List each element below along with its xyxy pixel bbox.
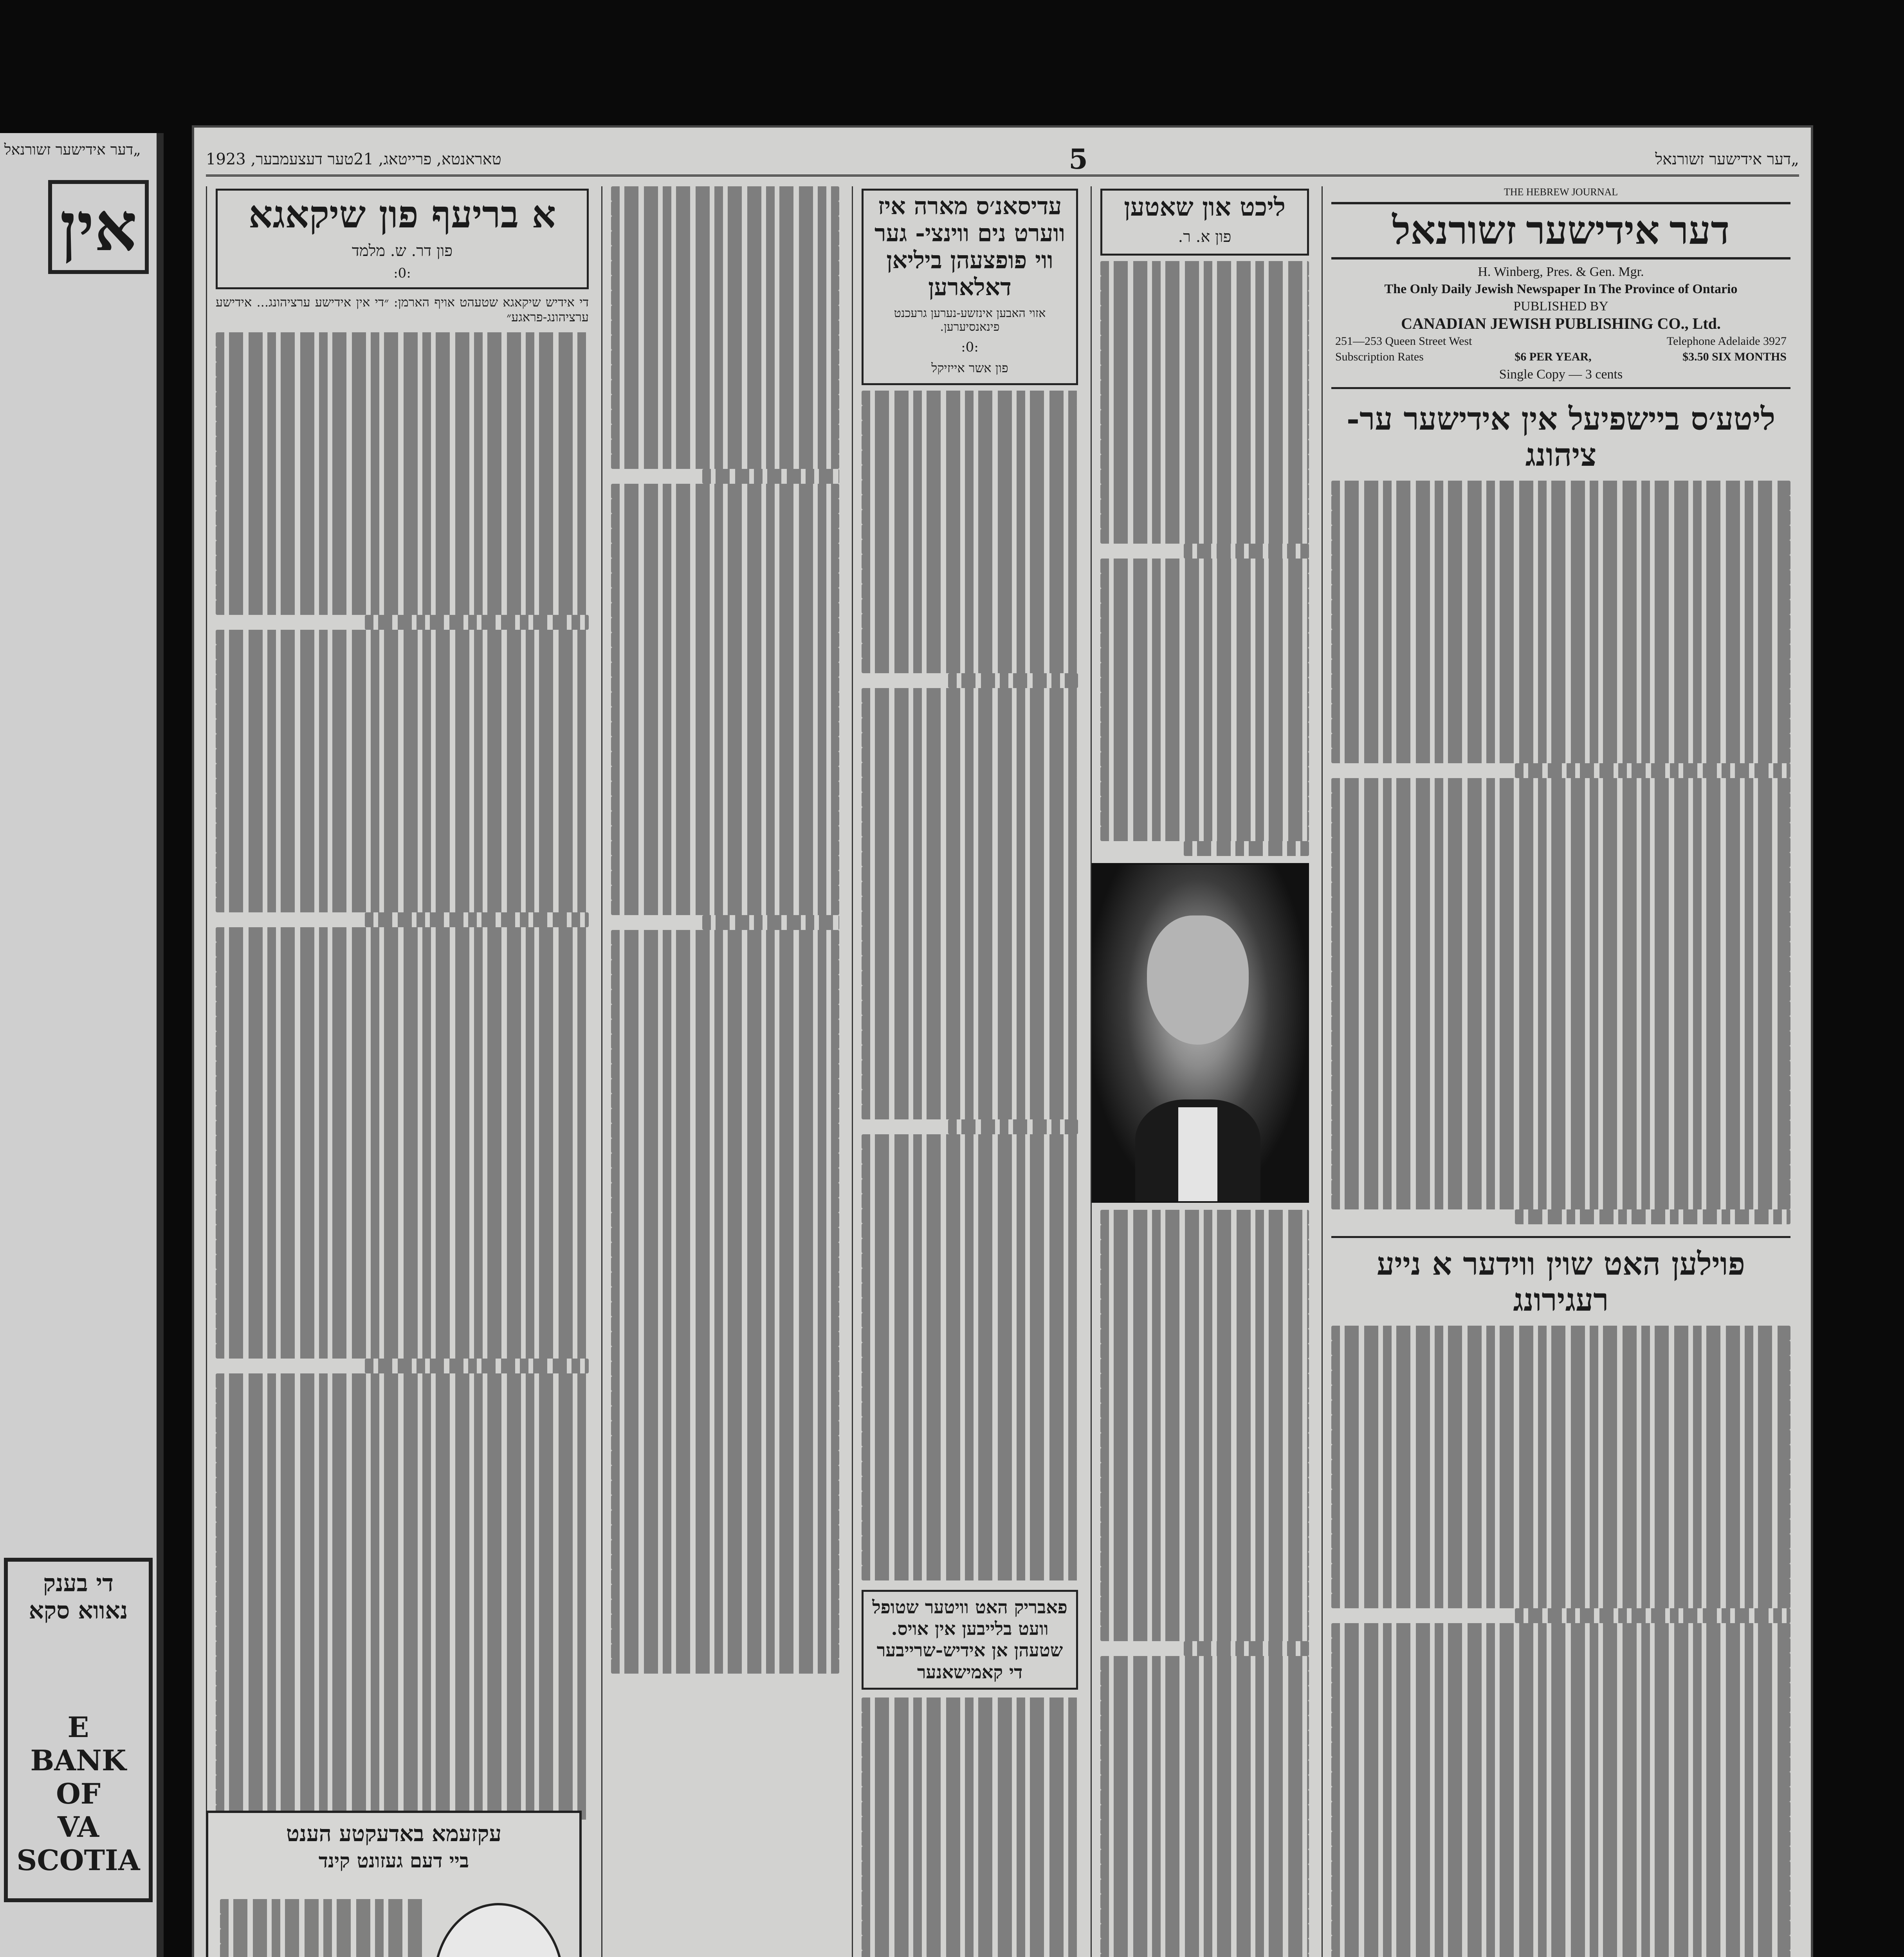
chicago-letter-intro: די אידיש שיקאגא שטעהט אויף הארמן: ״די אין אידישע ערציהונג... אידישע ערציהונג-פראגע״ <box>216 295 589 325</box>
column-light-and-shadow <box>1091 186 1318 1957</box>
column-chicago-letter <box>206 186 597 1957</box>
edison-divider: :0: <box>961 339 979 355</box>
portrait-shirt <box>1178 1107 1217 1201</box>
ad-body-text <box>220 1899 424 1957</box>
ad-title: עקזעמא באדעקטע הענט <box>286 1821 502 1847</box>
masthead-title-en: THE HEBREW JOURNAL <box>1504 186 1618 198</box>
masthead-publisher: H. Winberg, Pres. & Gen. Mgr. <box>1478 265 1644 279</box>
adjacent-page-title: אין <box>48 180 149 274</box>
masthead-rates-row <box>1335 350 1787 364</box>
edison-byline: פון אשר אייזיקל <box>931 360 1008 375</box>
poland-headline: פוילען האט שוין ווידער א נייע רעגירונג <box>1376 1245 1745 1318</box>
masthead-address: 251—253 Queen Street West <box>1335 335 1472 348</box>
edison-body-continued <box>862 1698 1078 1957</box>
commissioner-notice-text: פאבריק האט וויטער שטופל וועט בלייבען אין אויס. שטעהן אן אידיש-שרייבער די קאמישאנער <box>872 1597 1067 1683</box>
column-continuation <box>601 186 848 1957</box>
masthead-telephone: Telephone Adelaide 3927 <box>1666 335 1787 348</box>
edison-subhead: אזוי האבען אינזשע-נערען גרעכנט פינאנסיערען. <box>894 306 1046 334</box>
masthead-per-year: $6 PER YEAR, <box>1515 350 1592 363</box>
chicago-letter-byline: פון דר. ש. מלמד <box>352 242 453 260</box>
edison-body <box>862 391 1078 1580</box>
page-number: 5 <box>1069 142 1088 175</box>
light-shadow-body-continued <box>1100 1210 1309 1957</box>
masthead-address-row <box>1335 335 1787 348</box>
section-divider: :0: <box>393 265 411 281</box>
masthead <box>1331 186 1790 389</box>
commissioner-notice <box>862 1590 1078 1690</box>
eczema-advertisement <box>206 1811 582 1957</box>
masthead-six-months: $3.50 SIX MONTHS <box>1682 350 1787 363</box>
editorial-body <box>1331 481 1790 1224</box>
chicago-letter-headline: א בריעף פון שיקאגא <box>248 192 556 236</box>
masthead-single-copy: Single Copy — 3 cents <box>1331 366 1790 389</box>
light-shadow-title: ליכט און שאטען <box>1124 193 1286 222</box>
masthead-rates: Subscription Rates <box>1335 350 1424 363</box>
bank-ad-line-2: נאווא סקא <box>29 1597 128 1624</box>
light-shadow-head <box>1100 189 1309 256</box>
bank-ad-name: E BANK OF VA SCOTIA <box>16 1710 140 1877</box>
baby-illustration <box>434 1903 564 1957</box>
edison-headline: עדיסאנ׳ס מארה איז ווערט נים ווינצי- גער ווי פופצעהן ביליאן דאלארען <box>874 193 1065 301</box>
page-header-date: טאראנטא, פרייטאג, 21טער דעצעמבער, 1923 <box>206 150 501 168</box>
page-header <box>206 143 1799 177</box>
light-shadow-byline: פון א. ר. <box>1178 227 1231 246</box>
chicago-letter-body <box>216 332 589 1820</box>
editorial-headline: ליטע׳ס ביישפיעל אין אידישער ער- ציהונג <box>1346 400 1776 473</box>
chicago-letter-head <box>216 189 589 289</box>
masthead-title-yiddish: דער אידישער זשורנאל <box>1331 202 1790 259</box>
continuation-body <box>611 186 839 1674</box>
masthead-published-by: PUBLISHED BY <box>1513 299 1608 314</box>
light-shadow-body <box>1100 261 1309 856</box>
poland-body <box>1331 1326 1790 1957</box>
page-header-title: „דער אידישער זשורנאל <box>1655 150 1799 168</box>
column-masthead-editorial <box>1322 186 1799 1957</box>
poland-section <box>1331 1236 1790 1957</box>
portrait-face <box>1147 915 1249 1045</box>
adjacent-page-header: „דער אידישער זשורנאל <box>4 141 141 158</box>
edison-portrait-photo <box>1091 863 1309 1203</box>
edison-head <box>862 189 1078 385</box>
masthead-tagline: The Only Daily Jewish Newspaper In The Province of Ontario <box>1384 282 1738 296</box>
adjacent-page-fragment <box>0 133 164 1957</box>
adjacent-page-bank-ad <box>4 1558 153 1902</box>
newspaper-page <box>192 125 1813 1957</box>
masthead-company: CANADIAN JEWISH PUBLISHING CO., Ltd. <box>1401 315 1721 332</box>
bank-ad-line-1: די בענק <box>43 1570 114 1597</box>
column-edison-article <box>852 186 1087 1957</box>
ad-subtitle: ביי דעם געזונט קינד <box>318 1849 469 1872</box>
